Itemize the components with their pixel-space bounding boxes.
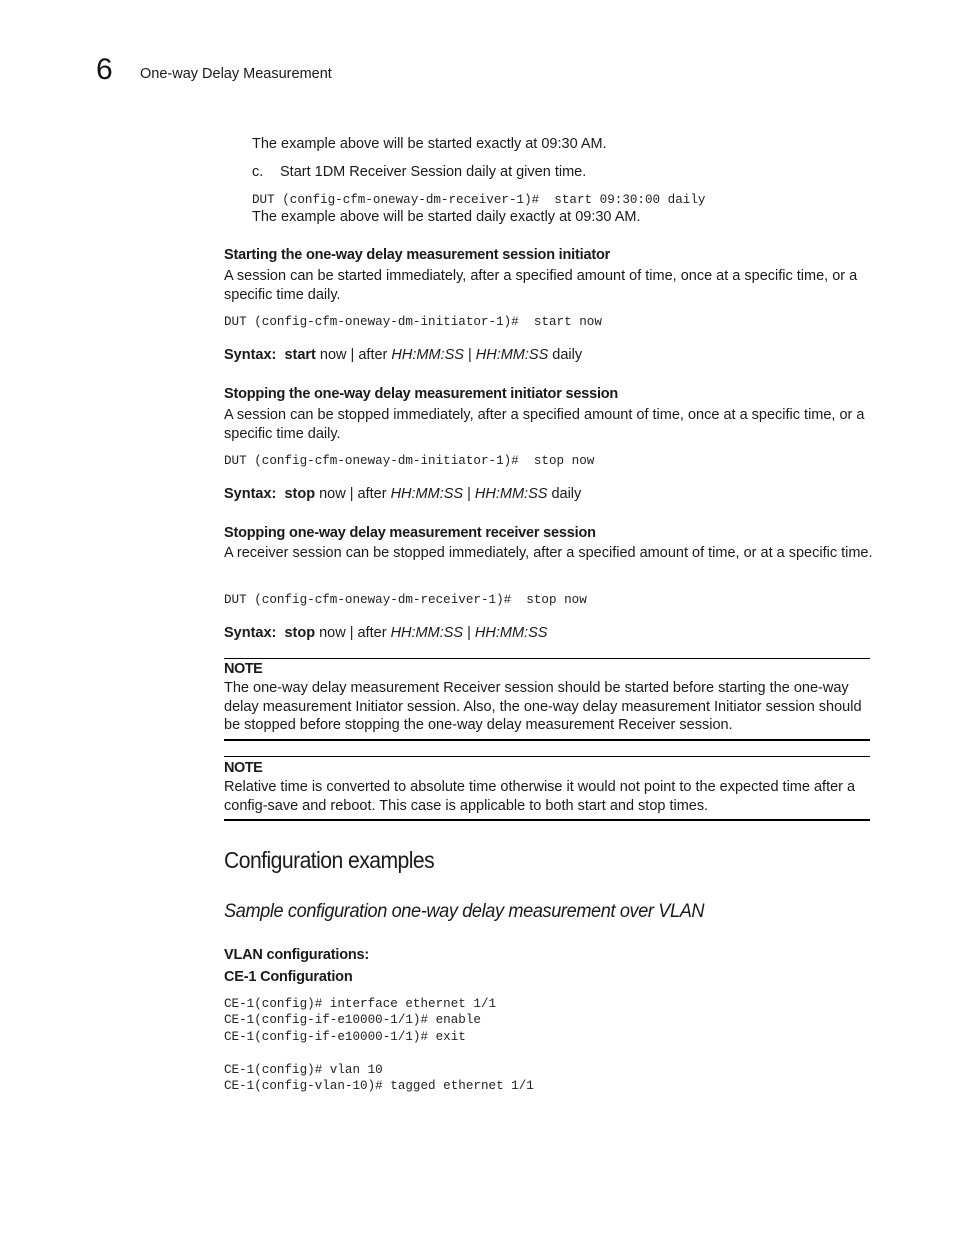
syntax-separator: | — [467, 347, 472, 363]
note-text: The one-way delay measurement Receiver session should be started before starting the one-way delay measurement Initiator session. Also, the one-way delay measurement Initiator session should be stopped before stopping the one-way delay measurement Receiver session. — [224, 680, 862, 733]
syntax-separator: | — [467, 486, 471, 502]
syntax-start-initiator — [224, 346, 582, 364]
section-title: Configuration examples — [224, 847, 435, 873]
syntax-time-param: HH:MM:SS — [474, 486, 548, 502]
heading-ce1-configuration: CE-1 Configuration — [224, 969, 353, 985]
paragraph-stop-initiator: A session can be stopped immediately, after a specified amount of time, once at a specific time, or a specific time daily. — [224, 407, 865, 442]
syntax-label: Syntax: — [224, 347, 277, 363]
code-receiver-daily: DUT (config-cfm-oneway-dm-receiver-1)# start 09:30:00 daily — [252, 193, 706, 207]
syntax-label: Syntax: — [224, 625, 277, 641]
note-bottom-rule — [224, 739, 870, 741]
syntax-now-after: now | after — [319, 625, 387, 641]
note-text: Relative time is converted to absolute time otherwise it would not point to the expected time after a config-save and reboot. This case is applicable to both start and stop times. — [224, 779, 856, 814]
heading-stop-receiver: Stopping one-way delay measurement receiver session — [224, 525, 596, 541]
list-item-c-text: Start 1DM Receiver Session daily at given time. — [280, 164, 587, 180]
syntax-daily: daily — [551, 486, 582, 502]
syntax-stop-initiator — [224, 485, 581, 503]
chapter-title: One-way Delay Measurement — [140, 66, 332, 82]
syntax-daily: daily — [552, 347, 583, 363]
note-label: NOTE — [224, 760, 263, 776]
code-ce1-interface: CE-1(config)# interface ethernet 1/1 CE-1(config-if-e10000-1/1)# enable CE-1(config-if-e10000-1/1)# exit — [224, 997, 497, 1044]
code-stop-initiator: DUT (config-cfm-oneway-dm-initiator-1)# stop now — [224, 454, 595, 468]
syntax-time-param: HH:MM:SS — [391, 347, 464, 363]
syntax-time-param: HH:MM:SS — [390, 486, 464, 502]
note-bottom-rule — [224, 819, 870, 821]
paragraph-stop-receiver: A receiver session can be stopped immediately, after a specified amount of time, or at a specific time. — [224, 545, 873, 561]
subsection-title: Sample configuration one-way delay measurement over VLAN — [224, 900, 705, 922]
heading-stop-initiator: Stopping the one-way delay measurement initiator session — [224, 386, 619, 402]
code-stop-receiver: DUT (config-cfm-oneway-dm-receiver-1)# stop now — [224, 593, 587, 607]
note-top-rule — [224, 756, 870, 757]
syntax-now-after: now | after — [319, 486, 387, 502]
syntax-stop-receiver — [224, 624, 547, 642]
note-label: NOTE — [224, 661, 263, 677]
paragraph-start-initiator: A session can be started immediately, after a specified amount of time, once at a specific time, or a specific time daily. — [224, 268, 858, 303]
syntax-time-param: HH:MM:SS — [475, 347, 549, 363]
chapter-number: 6 — [96, 53, 113, 86]
heading-start-initiator: Starting the one-way delay measurement session initiator — [224, 247, 611, 263]
heading-vlan-configurations: VLAN configurations: — [224, 947, 370, 963]
paragraph-example-daily: The example above will be started daily exactly at 09:30 AM. — [252, 209, 641, 225]
syntax-time-param: HH:MM:SS — [474, 625, 548, 641]
note-top-rule — [224, 658, 870, 659]
syntax-command: stop — [284, 625, 316, 641]
code-ce1-vlan: CE-1(config)# vlan 10 CE-1(config-vlan-10)# tagged ethernet 1/1 — [224, 1063, 534, 1094]
syntax-command: start — [284, 347, 316, 363]
syntax-separator: | — [467, 625, 471, 641]
paragraph-example-once: The example above will be started exactly at 09:30 AM. — [252, 136, 607, 152]
code-start-initiator: DUT (config-cfm-oneway-dm-initiator-1)# start now — [224, 315, 602, 329]
syntax-now-after: now | after — [319, 347, 388, 363]
syntax-time-param: HH:MM:SS — [390, 625, 464, 641]
syntax-command: stop — [284, 486, 316, 502]
syntax-label: Syntax: — [224, 486, 277, 502]
list-marker-c: c. — [252, 164, 264, 180]
